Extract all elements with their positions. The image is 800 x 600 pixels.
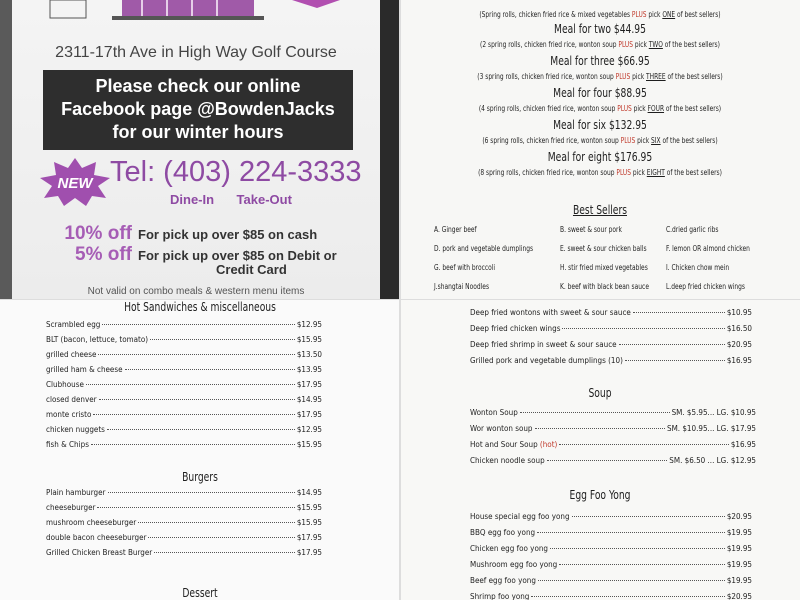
- menu-item-price: $16.50: [726, 324, 752, 333]
- meal-count-text: EIGHT: [646, 168, 665, 177]
- best-seller-item: A. Ginger beef: [434, 225, 477, 234]
- dessert-title: Dessert: [182, 586, 218, 600]
- best-seller-item: J.shangtai Noodles: [434, 282, 490, 291]
- meal-description: [436, 104, 764, 113]
- photo-edge-right: [380, 0, 400, 299]
- menu-item-row: [46, 320, 322, 329]
- leader-dots: [531, 596, 724, 597]
- cash-discount: [48, 223, 317, 245]
- menu-item-price: SM. $5.95... LG. $10.95: [671, 408, 756, 417]
- menu-item-price: $17.95: [296, 533, 322, 542]
- meal-desc-text: of the best sellers): [664, 104, 722, 113]
- menu-item-name: [470, 424, 533, 433]
- meal-desc-text: pick: [630, 168, 647, 177]
- menu-item-price: $20.95: [726, 592, 752, 600]
- menu-item-price: $16.95: [730, 440, 756, 449]
- menu-item-name: [46, 503, 95, 512]
- menu-item-row: [46, 533, 322, 542]
- flyer-sheet: [12, 0, 380, 299]
- menu-item-row: [470, 356, 752, 365]
- meal-description: [436, 10, 764, 19]
- menu-item-name-text: Shrimp foo yong: [470, 592, 530, 600]
- meal-desc-text: of the best sellers): [664, 168, 722, 177]
- menu-item-price: $17.95: [296, 410, 322, 419]
- menu-item-name: [46, 488, 106, 497]
- menu-item-name-text: grilled ham & cheese: [46, 365, 123, 374]
- best-seller-item: L.deep fried chicken wings: [666, 282, 746, 291]
- hot-indicator: (hot): [539, 440, 558, 449]
- leader-dots: [535, 428, 666, 429]
- menu-item-row: [470, 408, 756, 417]
- menu-item-name-text: grilled cheese: [46, 350, 97, 359]
- menu-item-name-text: Beef egg foo yong: [470, 576, 536, 585]
- menu-item-name: [46, 518, 136, 527]
- hours-line-3: for our winter hours: [112, 122, 284, 142]
- best-seller-item: I. Chicken chow mein: [666, 263, 730, 272]
- leader-dots: [108, 492, 295, 493]
- meal-plus-text: PLUS: [618, 40, 633, 49]
- menu-item-row: [46, 440, 322, 449]
- menu-item-name: [46, 410, 91, 419]
- menu-item-name-text: Grilled pork and vegetable dumplings (10): [470, 356, 623, 365]
- card-discount: [48, 244, 337, 266]
- best-seller-item: B. sweet & sour pork: [560, 225, 622, 234]
- menu-item-name-text: BBQ egg foo yong: [470, 528, 536, 537]
- leader-dots: [625, 360, 725, 361]
- collage-divider-horizontal: [0, 299, 800, 300]
- menu-item-name: [46, 533, 146, 542]
- menu-item-name: [470, 512, 570, 521]
- menu-item-name-text: Clubhouse: [46, 380, 84, 389]
- best-seller-item: G. beef with broccoli: [434, 263, 496, 272]
- menu-item-row: [46, 350, 322, 359]
- meal-desc-text: of best sellers): [675, 10, 721, 19]
- meal-desc-text: pick: [635, 136, 652, 145]
- menu-item-name-text: Chicken noodle soup: [470, 456, 545, 465]
- menu-item-name: [46, 395, 97, 404]
- meal-title: Meal for two $44.95: [554, 22, 646, 36]
- menu-item-row: [470, 560, 752, 569]
- menu-item-row: [470, 340, 752, 349]
- leader-dots: [633, 312, 725, 313]
- new-badge-label: NEW: [57, 175, 93, 192]
- menu-item-row: [470, 544, 752, 553]
- hours-line-1: Please check our online: [95, 76, 301, 96]
- best-seller-item: F. lemon OR almond chicken: [666, 244, 750, 253]
- meal-plus-text: PLUS: [631, 10, 647, 19]
- menu-item-name-text: fish & Chips: [46, 440, 89, 449]
- menu-item-name-text: Chicken egg foo yong: [470, 544, 548, 553]
- menu-item-name-text: House special egg foo yong: [470, 512, 570, 521]
- hours-line-2: Facebook page @BowdenJacks: [61, 99, 335, 119]
- leader-dots: [86, 384, 295, 385]
- meal-description: [436, 40, 764, 49]
- meal-desc-text: (6 spring rolls, chicken fried rice, wonton soup: [482, 136, 621, 145]
- menu-item-name: [46, 380, 84, 389]
- meal-desc-text: (2 spring rolls, chicken fried rice, wonton soup: [480, 40, 619, 49]
- meal-desc-text: (Spring rolls, chicken fried rice & mixed vegetables: [479, 10, 632, 19]
- menu-item-name-text: Mushroom egg foo yong: [470, 560, 558, 569]
- best-seller-item: E. sweet & sour chicken balls: [560, 244, 647, 253]
- leader-dots: [98, 354, 294, 355]
- take-out-label: Take-Out: [236, 192, 292, 207]
- leader-dots: [148, 537, 294, 538]
- meal-desc-text: pick: [646, 10, 663, 19]
- menu-item-row: [46, 488, 322, 497]
- meal-title: Meal for four $88.95: [553, 86, 647, 100]
- menu-item-row: [470, 308, 752, 317]
- dine-in-label: Dine-In: [170, 192, 215, 207]
- leader-dots: [572, 516, 725, 517]
- menu-item-price: $16.95: [726, 356, 752, 365]
- egg-foo-yong-title: Egg Foo Yong: [569, 488, 631, 502]
- menu-item-price: $19.95: [726, 544, 752, 553]
- menu-item-price: $10.95: [726, 308, 752, 317]
- meal-desc-text: (8 spring rolls, chicken fried rice, wonton soup: [478, 168, 617, 177]
- menu-item-name: [470, 544, 548, 553]
- menu-item-row: [470, 576, 752, 585]
- menu-item-name-text: Wonton Soup: [470, 408, 518, 417]
- menu-item-price: $17.95: [296, 548, 322, 557]
- cash-discount-percent: 10% off: [64, 223, 132, 244]
- leader-dots: [550, 548, 725, 549]
- menu-item-price: $15.95: [296, 440, 322, 449]
- menu-item-name: [46, 440, 89, 449]
- leader-dots: [150, 339, 295, 340]
- meal-count-text: ONE: [662, 10, 676, 19]
- meal-count-text: THREE: [646, 72, 666, 81]
- menu-item-name: [470, 308, 631, 317]
- menu-item-name-text: Plain hamburger: [46, 488, 106, 497]
- leader-dots: [537, 532, 725, 533]
- meal-plus-text: PLUS: [615, 72, 631, 81]
- discount-exclusion-note: Not valid on combo meals & western menu items: [87, 286, 305, 297]
- menu-item-name-text: Hot and Sour Soup: [470, 440, 540, 449]
- menu-item-name-text: mushroom cheeseburger: [46, 518, 137, 527]
- menu-item-row: [46, 335, 322, 344]
- menu-item-name: [46, 320, 100, 329]
- leader-dots: [520, 412, 670, 413]
- best-sellers-grid: [434, 225, 794, 291]
- meal-title: Meal for six $132.95: [553, 118, 647, 132]
- soup-egg-foo-yong-page: [400, 300, 800, 600]
- menu-item-price: $17.95: [296, 380, 322, 389]
- leader-dots: [102, 324, 294, 325]
- menu-item-name: [46, 350, 96, 359]
- menu-item-name: [470, 324, 560, 333]
- meal-title: Meal for eight $176.95: [547, 150, 653, 164]
- telephone-number: Tel: (403) 224-3333: [110, 156, 362, 188]
- leader-dots: [154, 552, 295, 553]
- menu-item-name: [470, 440, 557, 449]
- meal-plus-text: PLUS: [620, 136, 636, 145]
- collage-divider-vertical: [399, 0, 401, 600]
- leader-dots: [97, 507, 294, 508]
- leader-dots: [538, 580, 725, 581]
- best-sellers-title: Best Sellers: [572, 203, 628, 217]
- menu-item-row: [470, 440, 756, 449]
- menu-item-price: $19.95: [726, 528, 752, 537]
- flyer-photo: [0, 0, 400, 299]
- restaurant-address: 2311-17th Ave in High Way Golf Course: [55, 44, 337, 61]
- menu-item-price: $14.95: [296, 488, 322, 497]
- menu-item-name-text: Deep fried chicken wings: [470, 324, 561, 333]
- menu-item-name-text: closed denver: [46, 395, 97, 404]
- card-discount-text-2: Credit Card: [216, 262, 287, 277]
- menu-item-name-text: double bacon cheeseburger: [46, 533, 147, 542]
- leader-dots: [93, 414, 294, 415]
- meal-plus-text: PLUS: [617, 104, 632, 113]
- menu-item-row: [46, 503, 322, 512]
- meal-desc-text: pick: [630, 72, 647, 81]
- menu-item-name-text: chicken nuggets: [46, 425, 105, 434]
- menu-item-row: [46, 548, 322, 557]
- menu-item-row: [46, 365, 322, 374]
- photo-edge-left: [0, 0, 12, 299]
- meal-description: [436, 72, 764, 81]
- best-seller-item: D. pork and vegetable dumplings: [434, 244, 534, 253]
- menu-item-price: $15.95: [296, 335, 322, 344]
- menu-item-row: [470, 528, 752, 537]
- menu-item-price: SM. $10.95... LG. $17.95: [667, 424, 756, 433]
- meal-desc-text: of the best sellers): [665, 72, 723, 81]
- menu-item-name: [470, 456, 545, 465]
- best-seller-item: H. stir fried mixed vegetables: [560, 263, 648, 272]
- menu-item-row: [470, 456, 756, 465]
- menu-item-price: SM. $6.50 ... LG. $12.95: [669, 456, 756, 465]
- menu-item-name-text: cheeseburger: [46, 503, 96, 512]
- service-options: [170, 192, 292, 207]
- best-seller-item: K. beef with black bean sauce: [560, 282, 649, 291]
- menu-item-name-text: Deep fried wontons with sweet & sour sauce: [470, 308, 631, 317]
- menu-item-price: $15.95: [296, 518, 322, 527]
- leader-dots: [125, 369, 295, 370]
- menu-item-price: $19.95: [726, 560, 752, 569]
- menu-item-name-text: Deep fried shrimp in sweet & sour sauce: [470, 340, 617, 349]
- menu-item-name: [470, 560, 557, 569]
- leader-dots: [107, 429, 295, 430]
- leader-dots: [619, 344, 725, 345]
- menu-item-name-text: monte cristo: [46, 410, 92, 419]
- menu-item-name-text: BLT (bacon, lettuce, tomato): [46, 335, 149, 344]
- combo-meals-page: [400, 0, 800, 299]
- menu-item-price: $15.95: [296, 503, 322, 512]
- menu-item-row: [470, 512, 752, 521]
- menu-item-name: [46, 335, 148, 344]
- flyer-header-illustration: [42, 0, 372, 26]
- menu-item-row: [46, 425, 322, 434]
- menu-item-row: [46, 518, 322, 527]
- menu-item-row: [46, 380, 322, 389]
- menu-item-price: $12.95: [296, 425, 322, 434]
- menu-item-name: [470, 528, 535, 537]
- menu-item-name: [470, 356, 623, 365]
- new-starburst-icon: [40, 158, 110, 206]
- menu-item-name: [46, 425, 105, 434]
- meal-desc-text: (3 spring rolls, chicken fried rice, wonton soup: [477, 72, 616, 81]
- menu-item-name-text: Grilled Chicken Breast Burger: [46, 548, 153, 557]
- menu-item-row: [470, 592, 752, 600]
- meal-count-text: TWO: [648, 40, 663, 49]
- leader-dots: [99, 399, 295, 400]
- leader-dots: [562, 328, 724, 329]
- meal-description: [436, 136, 764, 145]
- menu-item-name: [470, 408, 518, 417]
- menu-item-row: [470, 424, 756, 433]
- menu-item-name: [470, 592, 529, 600]
- winter-hours-notice: [43, 70, 353, 150]
- menu-item-price: $13.50: [296, 350, 322, 359]
- burgers-title: Burgers: [182, 470, 218, 484]
- best-seller-item: C.dried garlic ribs: [666, 225, 719, 234]
- meal-count-text: FOUR: [647, 104, 665, 113]
- meal-description: [436, 168, 764, 177]
- meal-desc-text: of the best sellers): [662, 40, 720, 49]
- menu-item-name: [46, 548, 152, 557]
- leader-dots: [138, 522, 295, 523]
- menu-item-price: $20.95: [726, 340, 752, 349]
- meal-desc-text: pick: [632, 40, 649, 49]
- meal-title: Meal for three $66.95: [550, 54, 650, 68]
- menu-item-name: [46, 365, 123, 374]
- menu-item-price: $14.95: [296, 395, 322, 404]
- leader-dots: [559, 444, 728, 445]
- soup-title: Soup: [588, 386, 612, 400]
- menu-item-name-text: Scrambled egg: [46, 320, 101, 329]
- sandwiches-burgers-page: [0, 300, 400, 600]
- card-discount-percent: 5% off: [75, 244, 132, 265]
- meal-desc-text: of the best sellers): [660, 136, 718, 145]
- menu-item-price: $20.95: [726, 512, 752, 521]
- meal-desc-text: pick: [631, 104, 648, 113]
- hot-sandwiches-title: Hot Sandwiches & miscellaneous: [124, 300, 276, 314]
- menu-item-name: [470, 340, 617, 349]
- menu-item-row: [46, 395, 322, 404]
- meal-desc-text: (4 spring rolls, chicken fried rice, wonton soup: [478, 104, 618, 113]
- leader-dots: [547, 460, 668, 461]
- meal-plus-text: PLUS: [616, 168, 631, 177]
- menu-item-row: [46, 410, 322, 419]
- menu-item-price: $12.95: [296, 320, 322, 329]
- menu-item-price: $13.95: [296, 365, 322, 374]
- card-discount-text: For pick up over $85 on Debit or: [138, 248, 337, 263]
- leader-dots: [91, 444, 295, 445]
- meal-count-text: SIX: [651, 136, 661, 145]
- menu-item-name-text: Wor wonton soup: [470, 424, 533, 433]
- leader-dots: [559, 564, 725, 565]
- menu-item-name: [470, 576, 536, 585]
- cash-discount-text: For pick up over $85 on cash: [138, 227, 318, 242]
- menu-item-price: $19.95: [726, 576, 752, 585]
- menu-item-row: [470, 324, 752, 333]
